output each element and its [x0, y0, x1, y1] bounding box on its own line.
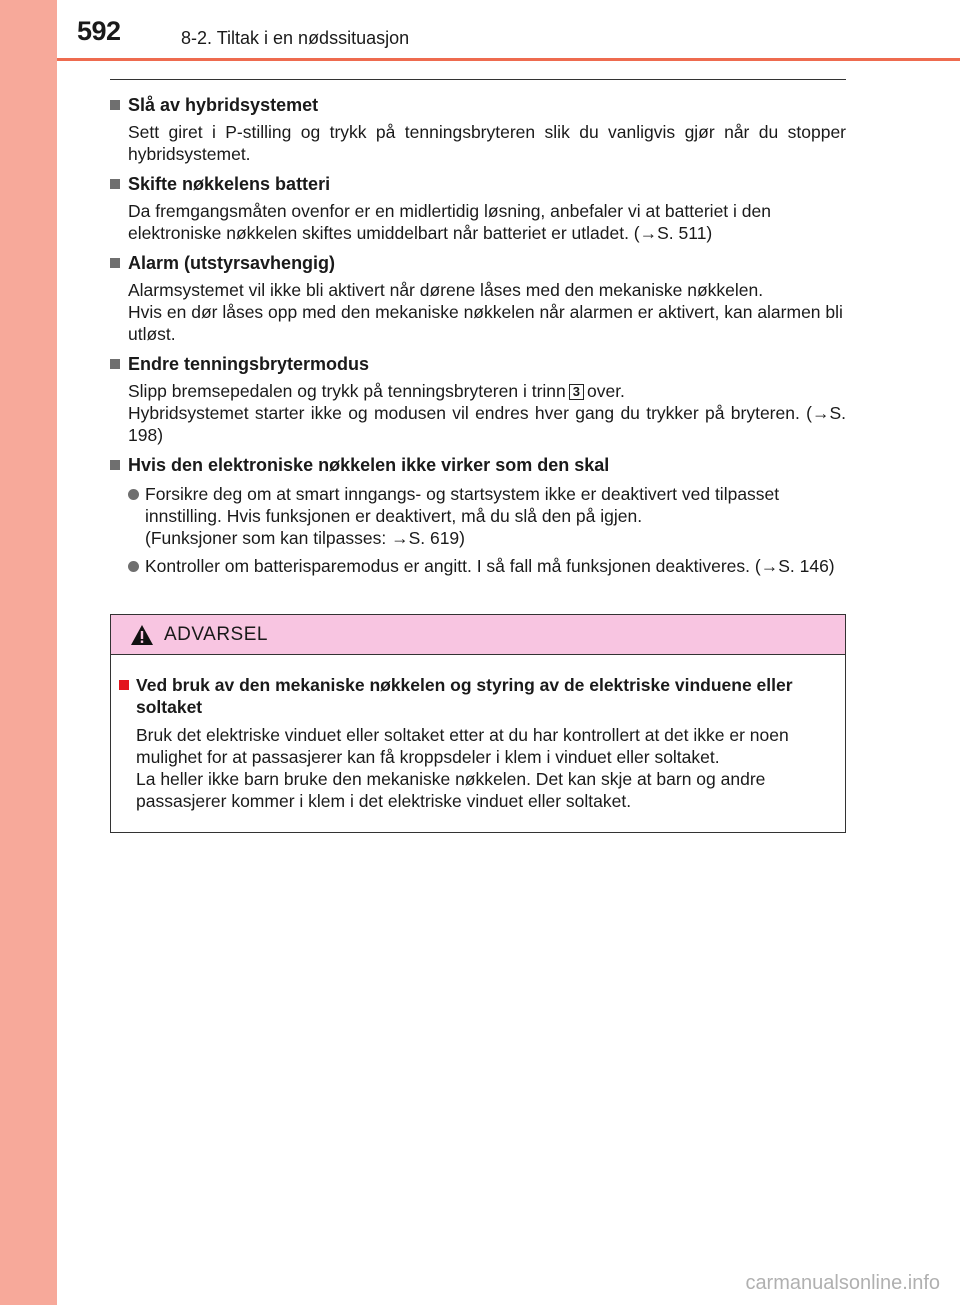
square-bullet-icon	[110, 179, 120, 189]
section-alarm	[110, 251, 846, 345]
square-bullet-icon	[110, 258, 120, 268]
section-title: Endre tenningsbrytermodus	[128, 354, 370, 374]
warning-heading-text: Ved bruk av den mekaniske nøkkelen og styring av de elektriske vinduene eller soltaket	[136, 675, 793, 717]
section-text	[128, 380, 846, 446]
warning-text	[136, 724, 837, 812]
square-bullet-icon	[110, 460, 120, 470]
paragraph: Sett giret i P-stilling og trykk på tenningsbryteren slik du vanligvis gjør når du stopper hybridsystemet.	[128, 122, 846, 164]
section-heading	[110, 453, 846, 477]
section-shut-off-hybrid	[110, 93, 846, 165]
section-text	[128, 121, 846, 165]
step-number-box: 3	[569, 384, 584, 400]
warning-heading	[119, 674, 837, 718]
paragraph: Da fremgangsmåten ovenfor er en midlertidig løsning, anbefaler vi at batteriet i den elektroniske nøkkelen skiftes umiddelbart når batteriet er utladet. (→S. 511)	[128, 201, 771, 243]
page-number: 592	[77, 16, 121, 46]
section-heading	[110, 93, 846, 117]
paragraph: (Funksjoner som kan tilpasses: →S. 619)	[145, 528, 465, 548]
content-rule	[110, 79, 846, 80]
list-item	[128, 555, 846, 577]
list-item	[128, 483, 846, 549]
round-bullet-icon	[128, 561, 139, 572]
paragraph: La heller ikke barn bruke den mekaniske nøkkelen. Det kan skje at barn og andre passasjerer kommer i klem i det elektriske vinduet eller soltaket.	[136, 769, 766, 811]
page-content	[110, 93, 846, 584]
paragraph: Hvis en dør låses opp med den mekaniske nøkkelen når alarmen er aktivert, kan alarmen bli utløst.	[128, 302, 843, 344]
warning-box	[110, 614, 846, 833]
paragraph: Forsikre deg om at smart inngangs- og startsystem ikke er deaktivert ved tilpasset innstilling. Hvis funksjonen er deaktivert, må du slå den på igjen.	[145, 484, 780, 526]
warning-title: ADVARSEL	[164, 623, 268, 645]
watermark: carmanualsonline.info	[745, 1272, 940, 1294]
paragraph: Bruk det elektriske vinduet eller soltaket etter at du har kontrollert at det ikke er noen mulighet for at passasjerer kan få kroppsdeler i klem i vinduet eller soltaket.	[136, 725, 789, 767]
list-item-text	[145, 483, 846, 549]
section-text	[128, 279, 846, 345]
section-title: Slå av hybridsystemet	[128, 95, 319, 115]
paragraph: Alarmsystemet vil ikke bli aktivert når dørene låses med den mekaniske nøkkelen.	[128, 280, 764, 300]
section-title: Hvis den elektroniske nøkkelen ikke virker som den skal	[128, 455, 610, 475]
section-heading	[110, 251, 846, 275]
section-title: Alarm (utstyrsavhengig)	[128, 253, 336, 273]
text-before-step: Slipp bremsepedalen og trykk på tenningsbryteren i trinn	[128, 381, 566, 401]
warning-triangle-icon	[130, 624, 154, 646]
section-heading	[110, 172, 846, 196]
section-key-not-working	[110, 453, 846, 577]
paragraph: Hybridsystemet starter ikke og modusen vil endres hver gang du trykker på bryteren. (→S. 198)	[128, 403, 846, 445]
text-after-step: over.	[586, 381, 625, 401]
paragraph	[128, 380, 846, 402]
section-key-battery	[110, 172, 846, 244]
chapter-title: 8-2. Tiltak i en nødssituasjon	[181, 28, 410, 48]
side-color-strip	[0, 0, 57, 1305]
round-bullet-icon	[128, 489, 139, 500]
square-bullet-icon	[110, 100, 120, 110]
section-heading	[110, 352, 846, 376]
section-text	[128, 200, 846, 244]
list-item-text	[145, 555, 846, 577]
header-rule	[57, 58, 960, 61]
section-title: Skifte nøkkelens batteri	[128, 174, 331, 194]
red-square-bullet-icon	[119, 680, 129, 690]
warning-header	[111, 615, 845, 655]
square-bullet-icon	[110, 359, 120, 369]
paragraph: Kontroller om batterisparemodus er angitt. I så fall må funksjonen deaktiveres. (→S. 146)	[145, 556, 835, 576]
warning-body	[111, 655, 845, 812]
section-ignition-mode	[110, 352, 846, 446]
